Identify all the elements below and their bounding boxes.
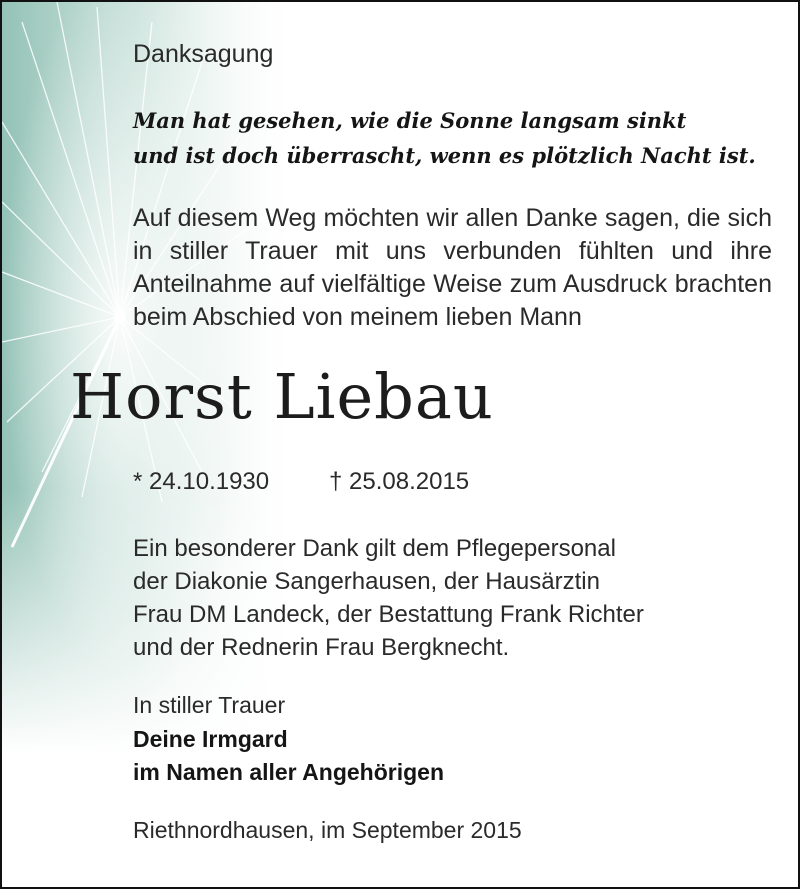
mourning-line: In stiller Trauer xyxy=(133,692,286,718)
special-thanks-line: der Diakonie Sangerhausen, der Hausärztin xyxy=(133,568,600,595)
intro-paragraph: Auf diesem Weg möchten wir allen Danke sagen, die sich in stiller Trauer mit uns verbunden fühlten und ihre Anteilnahme auf vielfältige Weise zum Ausdruck brachten beim Abschied von meinem lieben Mann xyxy=(133,204,772,331)
quote-line-2: und ist doch überrascht, wenn es plötzlich Nacht ist. xyxy=(133,143,756,168)
notice-heading: Danksagung xyxy=(133,40,274,68)
place-and-date: Riethnordhausen, im September 2015 xyxy=(133,817,522,843)
special-thanks-line: Frau DM Landeck, der Bestattung Frank Richter xyxy=(133,601,644,628)
birth-date: * 24.10.1930 xyxy=(133,468,270,495)
special-thanks-line: und der Rednerin Frau Bergknecht. xyxy=(133,634,510,661)
quote-line-1: Man hat gesehen, wie die Sonne langsam sinkt xyxy=(133,108,687,133)
deceased-name: Horst Liebau xyxy=(70,360,494,433)
signature-name: Deine Irmgard xyxy=(133,726,288,752)
signature-family: im Namen aller Angehörigen xyxy=(133,759,444,785)
death-date: † 25.08.2015 xyxy=(329,468,470,495)
special-thanks-line: Ein besonderer Dank gilt dem Pflegepersonal xyxy=(133,535,616,562)
dandelion-seed-image xyxy=(2,2,302,887)
special-thanks xyxy=(133,532,644,664)
